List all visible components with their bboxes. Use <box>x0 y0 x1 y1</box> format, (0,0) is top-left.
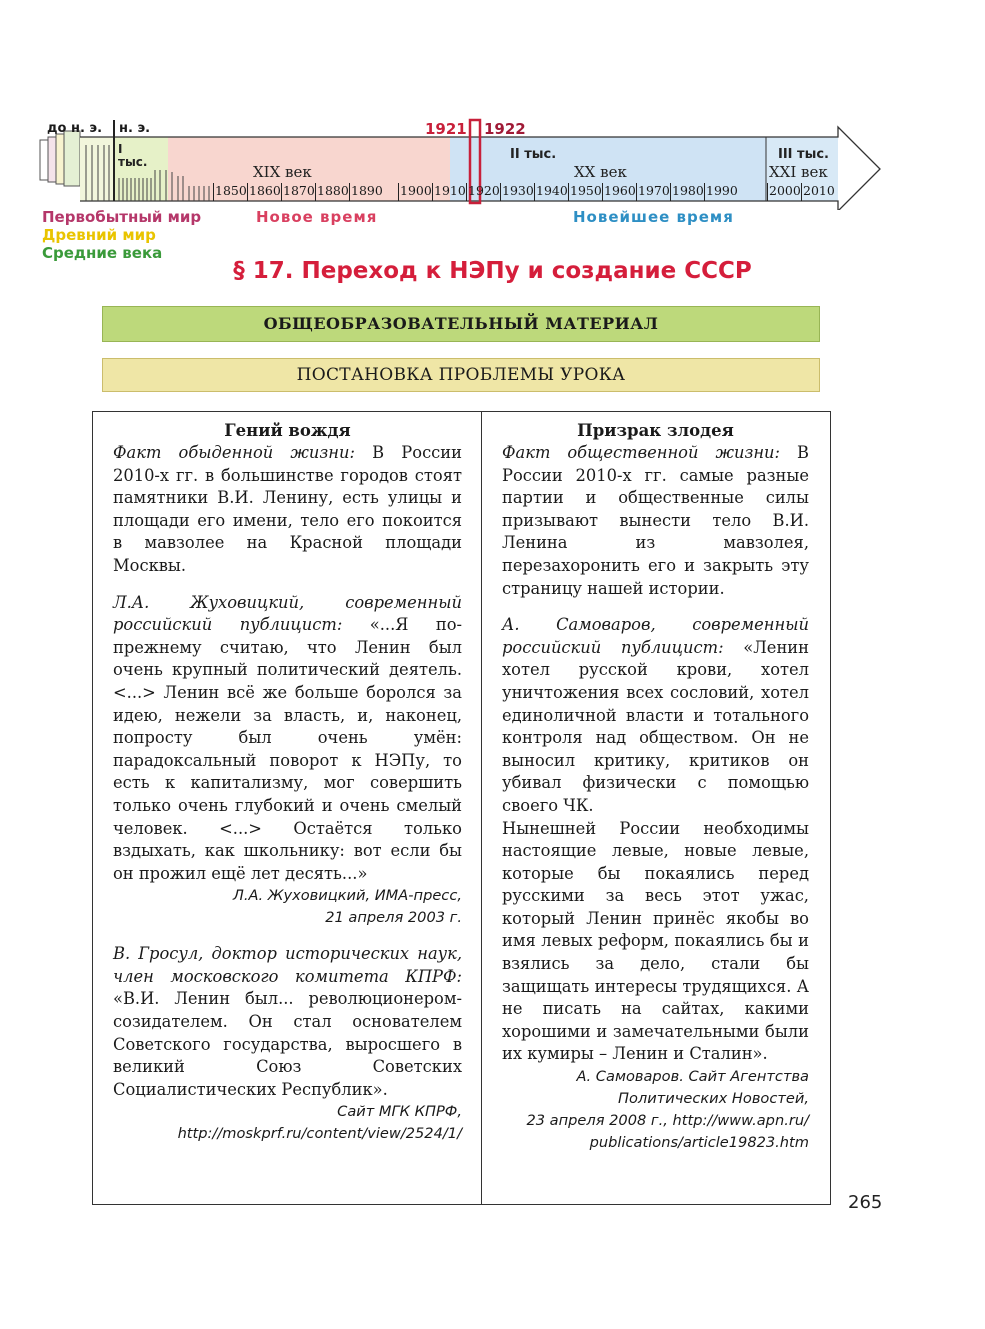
left-quote-2-text: «В.И. Ленин был... революционером-созидателем. Он стал основателем Советского государства, выросшего в великий Союз Советских Социалистических Республик». <box>113 989 462 1099</box>
left-column <box>113 420 462 1145</box>
general-material-bar: ОБЩЕОБРАЗОВАТЕЛЬНЫЙ МАТЕРИАЛ <box>102 306 820 342</box>
right-column <box>502 420 809 1154</box>
right-fact-text: В России 2010-х гг. самые разные партии и общественные силы призывают вынести тело В.И. Ленина из мавзолея, перезахоронить его и закрыть эту страницу нашей истории. <box>502 443 809 598</box>
decade-label: 1860 <box>247 183 281 201</box>
right-quote-1-source-line: Политических Новостей, <box>618 1090 809 1108</box>
year-1921-label: 1921 <box>425 120 467 138</box>
second-millennium-label: II тыс. <box>510 147 557 162</box>
left-quote-1-text: «...Я по-прежнему считаю, что Ленин был очень крупный политический деятель. <...> Ленин всё же больше боролся за идею, нежели за власть, и, наконец, попросту был очень умён: парадоксальный поворот к НЭПу, то есть к капитализму, мог совершить только очень глубокий и очень смелый человек. <...> Остаётся только вздыхать, как школьнику: вот если бы он прожил ещё лет десять...» <box>113 615 462 883</box>
left-quote-1-source <box>113 885 462 929</box>
right-quote-1-continued: Нынешней России необходимы настоящие левые, новые левые, которые бы покаялись перед русскими за весь этот ужас, который Ленин принёс якобы во имя левых реформ, покаялись бы и взялись за дело, стали бы защищать интересы трудящихся. А не писать на сайтах, какими хорошими и замечательными были их кумиры – Ленин и Сталин». <box>502 818 809 1064</box>
century-20-label: XX век <box>574 163 627 181</box>
right-quote-1-source <box>502 1066 809 1154</box>
left-quote-2-source-link: http://moskprf.ru/content/view/2524/1/ <box>177 1125 462 1143</box>
right-quote-1-source-link: publications/article19823.htm <box>589 1134 809 1152</box>
section-title: § 17. Переход к НЭПу и создание СССР <box>233 258 752 284</box>
left-fact-label: Факт обыденной жизни: <box>113 443 355 462</box>
decade-label: 2000 <box>767 183 801 201</box>
decade-label: 1930 <box>500 183 534 201</box>
year-1922-label: 1922 <box>484 120 526 138</box>
lesson-problem-bar: ПОСТАНОВКА ПРОБЛЕМЫ УРОКА <box>102 358 820 392</box>
decade-label: 2010 <box>801 183 835 201</box>
column-divider <box>481 412 482 1204</box>
left-fact-text: В России 2010-х гг. в большинстве городов стоят памятники В.И. Ленину, есть улицы и площади его имени, тело его покоится в мавзолее на Красной площади Москвы. <box>113 443 463 575</box>
decade-label: 1920 <box>466 183 500 201</box>
era-middle-ages-label: Средние века <box>42 244 163 262</box>
page-number: 265 <box>848 1192 883 1213</box>
decade-label: 1900 <box>398 183 432 201</box>
before-era-label: до н. э. <box>47 121 103 136</box>
decade-label: 1960 <box>602 183 636 201</box>
timeline <box>0 0 985 270</box>
left-quote-1-source-line: 21 апреля 2003 г. <box>325 909 462 927</box>
decade-label: 1910 <box>432 183 466 201</box>
decade-label: 1940 <box>534 183 568 201</box>
decade-label: 1890 <box>349 183 383 201</box>
left-quote-1-source-line: Л.А. Жуховицкий, ИМА-пресс, <box>232 887 462 905</box>
left-fact <box>113 442 462 578</box>
right-fact <box>502 442 809 600</box>
decade-label: 1970 <box>636 183 670 201</box>
right-quote-1 <box>502 614 809 817</box>
left-quote-1 <box>113 592 462 886</box>
right-quote-1-author: А. Самоваров, современный российский публицист: <box>502 615 809 657</box>
decades-21-row <box>767 183 835 201</box>
right-quote-1-source-link: 23 апреля 2008 г., http://www.apn.ru/ <box>526 1112 809 1130</box>
decade-label: 1870 <box>281 183 315 201</box>
era-primitive-label: Первобытный мир <box>42 208 202 226</box>
third-millennium-label: III тыс. <box>778 147 829 162</box>
century-19-label: XIX век <box>253 163 312 181</box>
decades-19-row <box>213 183 383 201</box>
era-ancient-label: Древний мир <box>42 226 156 244</box>
era-modern-label: Новое время <box>256 208 378 226</box>
left-quote-2-source-line: Сайт МГК КПРФ, <box>337 1103 462 1121</box>
common-era-label: н. э. <box>119 121 151 136</box>
right-quote-1-text: «Ленин хотел русской крови, хотел уничтожения всех сословий, хотел единоличной власти и тотального контроля над обществом. Он не выносил критику, критиков он убивал физически с помощью своего ЧК. <box>502 637 809 815</box>
era-contemporary-label: Новейшее время <box>573 208 734 226</box>
right-heading: Призрак злодея <box>577 421 734 440</box>
left-quote-2-source <box>113 1101 462 1145</box>
right-fact-label: Факт общественной жизни: <box>502 443 781 462</box>
decade-label: 1950 <box>568 183 602 201</box>
timeline-bar-graphic <box>0 0 985 210</box>
decades-20-row <box>398 183 738 201</box>
right-quote-1-source-line: А. Самоваров. Сайт Агентства <box>576 1068 809 1086</box>
decade-label: 1990 <box>704 183 738 201</box>
left-quote-1-author: Л.А. Жуховицкий, современный российский публицист: <box>113 592 462 635</box>
first-millennium-label: I тыс. <box>118 142 148 169</box>
century-21-label: XXI век <box>769 163 828 181</box>
decade-label: 1880 <box>315 183 349 201</box>
decade-label: 1850 <box>213 183 247 201</box>
decade-label: 1980 <box>670 183 704 201</box>
comparison-table <box>92 411 831 1205</box>
left-quote-2-author: В. Гросул, доктор исторических наук, член московского комитета КПРФ: <box>113 944 462 986</box>
left-heading: Гений вождя <box>224 421 351 440</box>
left-quote-2 <box>113 943 462 1101</box>
